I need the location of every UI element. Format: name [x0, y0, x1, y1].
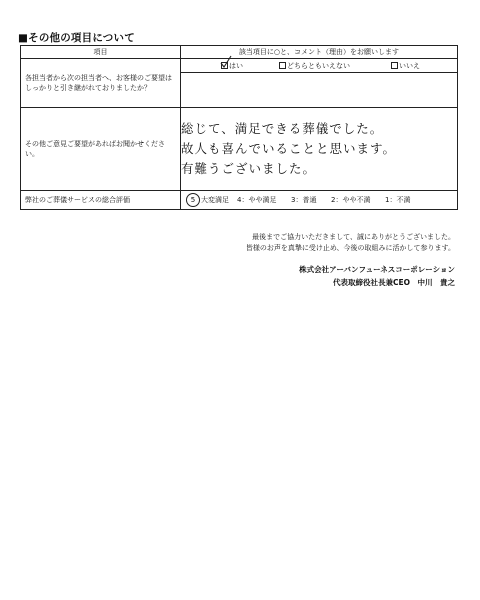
- company-name: 株式会社アーバンフューネスコーポレーション: [299, 265, 455, 274]
- representative-name: 代表取締役社長兼CEO 中川 貴之: [332, 278, 455, 287]
- header-instruction: 該当項目に○と、コメント（理由）をお願いします: [181, 46, 458, 59]
- survey-table: [20, 45, 458, 210]
- handwritten-comment: [181, 108, 458, 191]
- table-row-comments: [21, 108, 458, 191]
- checkbox-no[interactable]: [391, 62, 398, 69]
- rating-options: [181, 191, 458, 210]
- comment-handover: [181, 72, 458, 107]
- header-item: 項目: [21, 46, 181, 59]
- handwritten-line: 有難うございました。: [181, 161, 317, 176]
- rating-circled-5[interactable]: 5: [186, 193, 200, 207]
- closing-line: 最後までご協力いただきまして、誠にありがとうございました。: [252, 233, 455, 241]
- option-neutral-label: どちらともいえない: [287, 62, 350, 70]
- question-rating: 弊社のご葬儀サービスの総合評価: [21, 191, 181, 210]
- option-neutral[interactable]: [279, 61, 350, 71]
- checkbox-neutral[interactable]: [279, 62, 286, 69]
- rating-5-label: 大変満足: [201, 196, 229, 204]
- option-no[interactable]: [391, 61, 420, 71]
- closing-line: 皆様のお声を真摯に受け止め、今後の取組みに活かして参ります。: [245, 244, 455, 252]
- table-header-row: [21, 46, 458, 59]
- option-no-label: いいえ: [399, 62, 420, 70]
- options-handover: [181, 59, 458, 73]
- closing-message: [246, 232, 455, 254]
- table-row-handover: [21, 59, 458, 73]
- handwritten-line: 総じて、満足できる葬儀でした。: [181, 121, 384, 136]
- option-yes-label: はい: [229, 62, 243, 70]
- rating-4[interactable]: 4：やや満足: [237, 196, 277, 204]
- rating-1[interactable]: 1：不満: [385, 196, 411, 204]
- rating-2[interactable]: 2：やや不満: [331, 196, 371, 204]
- checkmark-icon: [219, 55, 233, 69]
- rating-3[interactable]: 3：普通: [291, 196, 317, 204]
- section-title: ■その他の項目について: [18, 32, 135, 44]
- table-row-rating: [21, 191, 458, 210]
- handwritten-line: 故人も喜んでいることと思います。: [181, 141, 397, 156]
- question-handover: 各担当者から次の担当者へ、お客様のご要望はしっかりと引き継がれておりましたか？: [21, 59, 181, 108]
- question-comments: その他ご意見ご要望があればお聞かせください。: [21, 108, 181, 191]
